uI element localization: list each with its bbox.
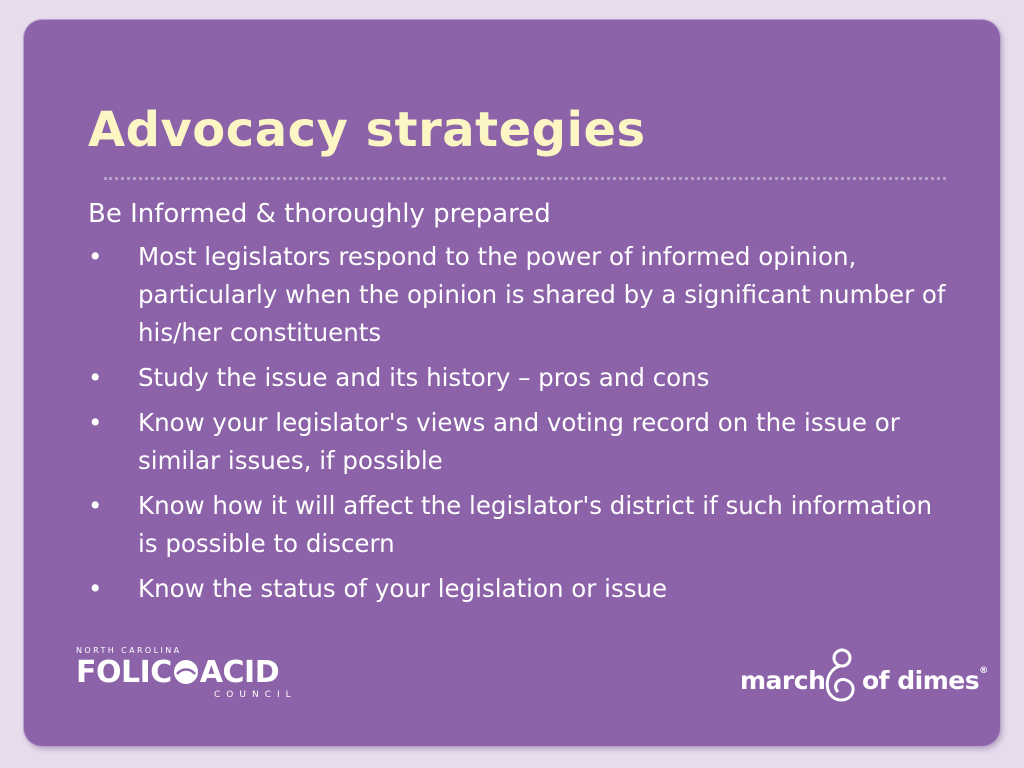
logo-word-folic: FOLIC [76, 655, 172, 690]
bullet-icon: • [88, 408, 103, 437]
slide-title: Advocacy strategies [88, 102, 646, 158]
list-item-text: Study the issue and its history – pros and cons [138, 363, 710, 392]
logo-top-text: NORTH CAROLINA [76, 646, 182, 655]
list-item [88, 359, 948, 397]
slide-body [88, 196, 948, 615]
logo-bottom-text: COUNCIL [214, 690, 297, 700]
bullet-icon: • [88, 242, 103, 271]
logo-ofdimes-text [862, 666, 988, 695]
slide-panel [24, 20, 1000, 746]
bullet-list [88, 238, 948, 608]
logo-march-text: march [740, 666, 826, 695]
registered-mark: ® [979, 666, 988, 676]
mother-child-icon [820, 646, 860, 704]
slide-subheading: Be Informed & thoroughly prepared [88, 199, 551, 229]
list-item [88, 404, 948, 480]
list-item [88, 570, 948, 608]
list-item-text: Know the status of your legislation or issue [138, 574, 668, 603]
list-item [88, 238, 948, 352]
logo-ofdimes-words: of dimes [862, 666, 980, 695]
folic-coin-icon [173, 659, 199, 685]
logo-word-acid: ACID [199, 655, 280, 690]
logo-main-text [76, 655, 279, 690]
march-of-dimes-logo [740, 644, 988, 704]
list-item-text: Know how it will affect the legislator's district if such information is possible to discern [138, 491, 932, 558]
bullet-icon: • [88, 363, 103, 392]
list-item [88, 487, 948, 563]
bullet-icon: • [88, 574, 103, 603]
title-divider [104, 177, 946, 180]
bullet-icon: • [88, 491, 103, 520]
list-item-text: Know your legislator's views and voting record on the issue or similar issues, if possible [138, 408, 900, 475]
list-item-text: Most legislators respond to the power of informed opinion, particularly when the opinion is shared by a significant number of his/her constituents [138, 242, 946, 347]
